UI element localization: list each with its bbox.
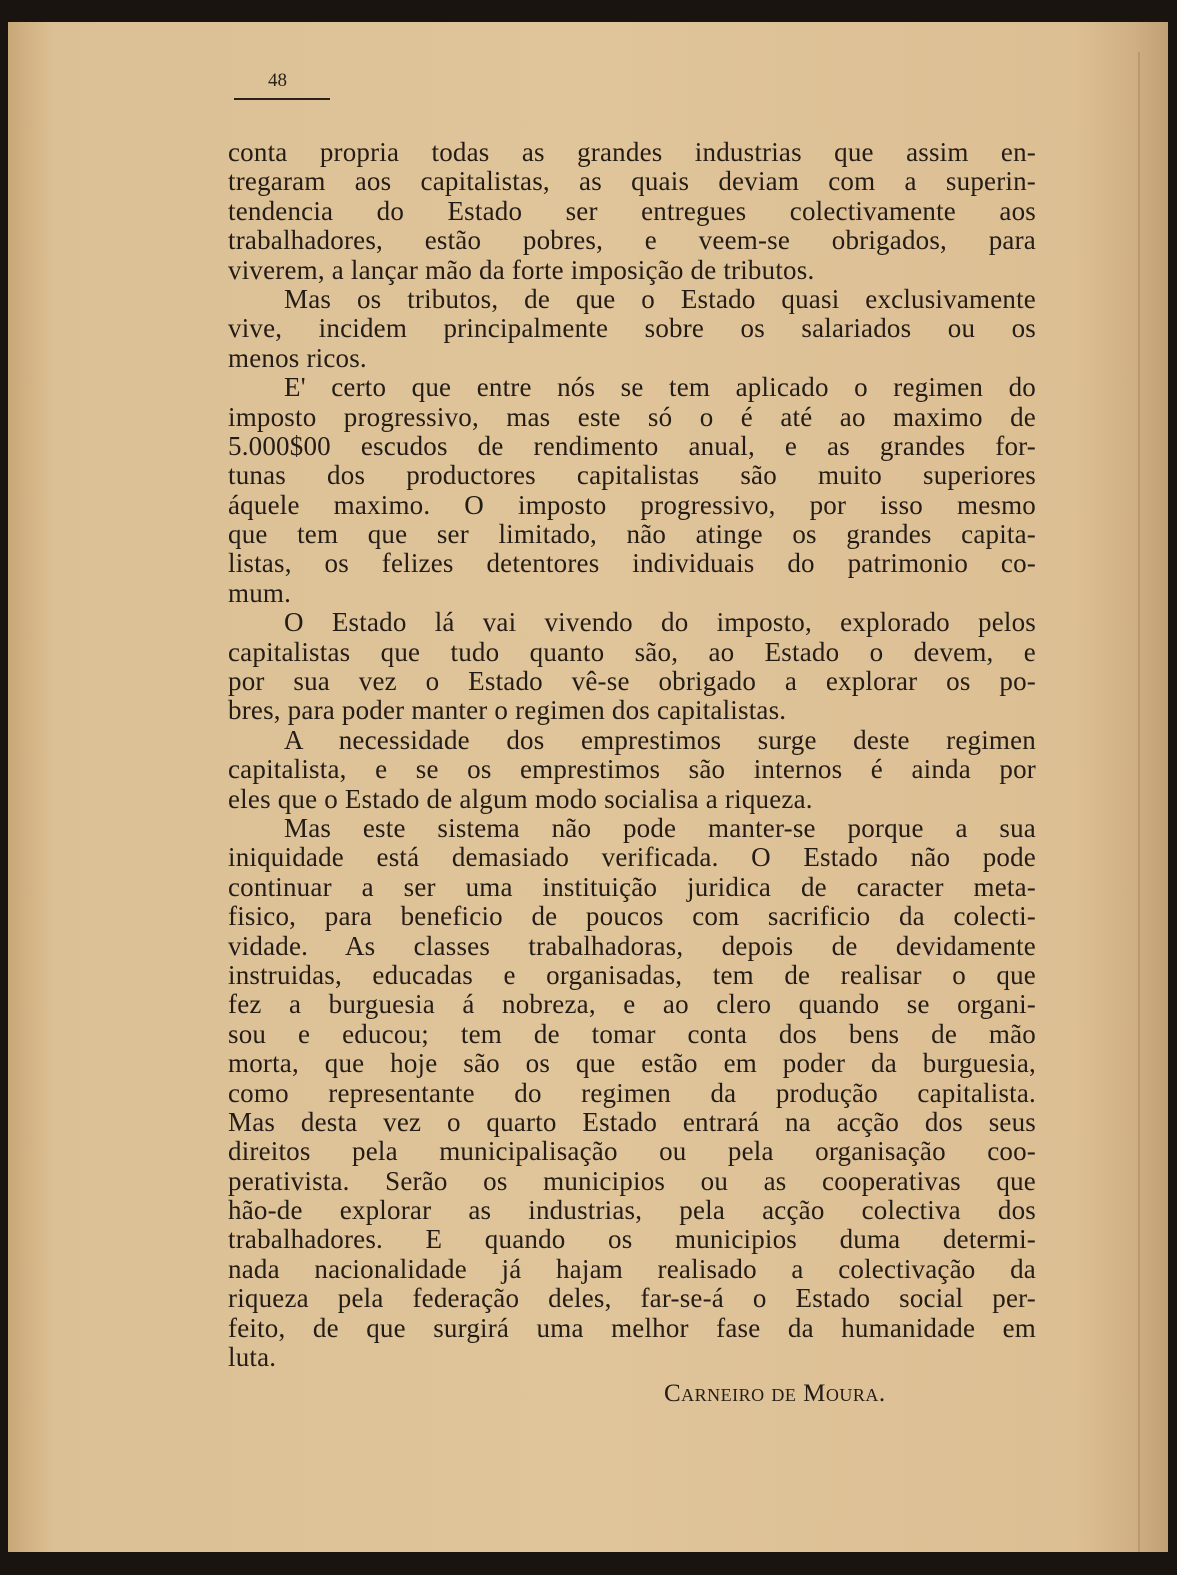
text-line: nada nacionalidade já hajam realisado a colectivação da <box>228 1253 1036 1284</box>
text-line: trabalhadores. E quando os municipios duma determi- <box>228 1224 1036 1255</box>
text-line: feito, de que surgirá uma melhor fase da humanidade em <box>228 1312 1036 1343</box>
text-line: mum. <box>228 577 292 608</box>
text-line: perativista. Serão os municipios ou as cooperativas que <box>228 1165 1036 1196</box>
text-line: 5.000$00 escudos de rendimento anual, e as grandes for- <box>228 430 1036 461</box>
text-line: continuar a ser uma instituição juridica de caracter meta- <box>228 871 1036 902</box>
paragraph <box>228 138 1036 285</box>
text-line: E' certo que entre nós se tem aplicado o regimen do <box>284 372 1036 403</box>
text-line: tendencia do Estado ser entregues colectivamente aos <box>228 195 1036 226</box>
text-line: instruidas, educadas e organisadas, tem de realisar o que <box>228 959 1036 990</box>
text-line: tregaram aos capitalistas, as quais deviam com a superin- <box>228 166 1036 197</box>
text-line: riqueza pela federação deles, far-se-á o Estado social per- <box>228 1283 1036 1314</box>
text-line: luta. <box>228 1342 277 1373</box>
text-line: menos ricos. <box>228 342 367 373</box>
text-line: iniquidade está demasiado verificada. O Estado não pode <box>228 842 1036 873</box>
author-signature: Carneiro de Moura. <box>664 1380 886 1407</box>
text-line: vidade. As classes trabalhadoras, depois de devidamente <box>228 930 1036 961</box>
text-line: tunas dos productores capitalistas são muito superiores <box>228 460 1036 491</box>
text-line: imposto progressivo, mas este só o é até ao maximo de <box>228 401 1036 432</box>
text-line: fez a burguesia á nobreza, e ao clero quando se organi- <box>228 989 1036 1020</box>
text-line: trabalhadores, estão pobres, e veem-se obrigados, para <box>228 225 1036 256</box>
text-line: bres, para poder manter o regimen dos capitalistas. <box>228 695 787 726</box>
text-line: Mas desta vez o quarto Estado entrará na acção dos seus <box>228 1106 1036 1137</box>
text-line: sou e educou; tem de tomar conta dos bens de mão <box>228 1018 1036 1049</box>
text-line: por sua vez o Estado vê-se obrigado a explorar os po- <box>228 666 1036 697</box>
text-line: eles que o Estado de algum modo socialisa a riqueza. <box>228 783 813 814</box>
paragraph <box>228 373 1036 608</box>
paragraph <box>228 608 1036 726</box>
paragraph <box>228 726 1036 814</box>
paragraph <box>228 814 1036 1372</box>
text-line: capitalista, e se os emprestimos são internos é ainda por <box>228 754 1036 785</box>
text-line: conta propria todas as grandes industrias que assim en- <box>228 137 1036 167</box>
page-edge <box>1138 52 1140 1552</box>
text-line: direitos pela municipalisação ou pela organisação coo- <box>228 1136 1036 1167</box>
text-line: hão-de explorar as industrias, pela acção colectiva dos <box>228 1195 1036 1226</box>
text-line: fisico, para beneficio de poucos com sacrificio da colecti- <box>228 901 1036 932</box>
text-line: viverem, a lançar mão da forte imposição de tributos. <box>228 254 815 285</box>
page-number: 48 <box>268 70 287 91</box>
text-line: O Estado lá vai vivendo do imposto, explorado pelos <box>284 607 1036 638</box>
text-line: listas, os felizes detentores individuais do patrimonio co- <box>228 548 1036 579</box>
article-body <box>228 138 1036 1372</box>
text-line: vive, incidem principalmente sobre os salariados ou os <box>228 313 1036 344</box>
text-line: A necessidade dos emprestimos surge deste regimen <box>284 724 1036 755</box>
header-rule <box>234 98 330 100</box>
text-line: Mas os tributos, de que o Estado quasi exclusivamente <box>284 283 1036 314</box>
text-line: Mas este sistema não pode manter-se porque a sua <box>284 812 1036 843</box>
text-line: capitalistas que tudo quanto são, ao Estado o devem, e <box>228 636 1036 667</box>
text-line: como representante do regimen da produção capitalista. <box>228 1077 1036 1108</box>
text-line: morta, que hoje são os que estão em poder da burguesia, <box>228 1048 1036 1079</box>
text-line: que tem que ser limitado, não atinge os grandes capita- <box>228 519 1036 550</box>
paragraph <box>228 285 1036 373</box>
text-line: áquele maximo. O imposto progressivo, por isso mesmo <box>228 489 1036 520</box>
